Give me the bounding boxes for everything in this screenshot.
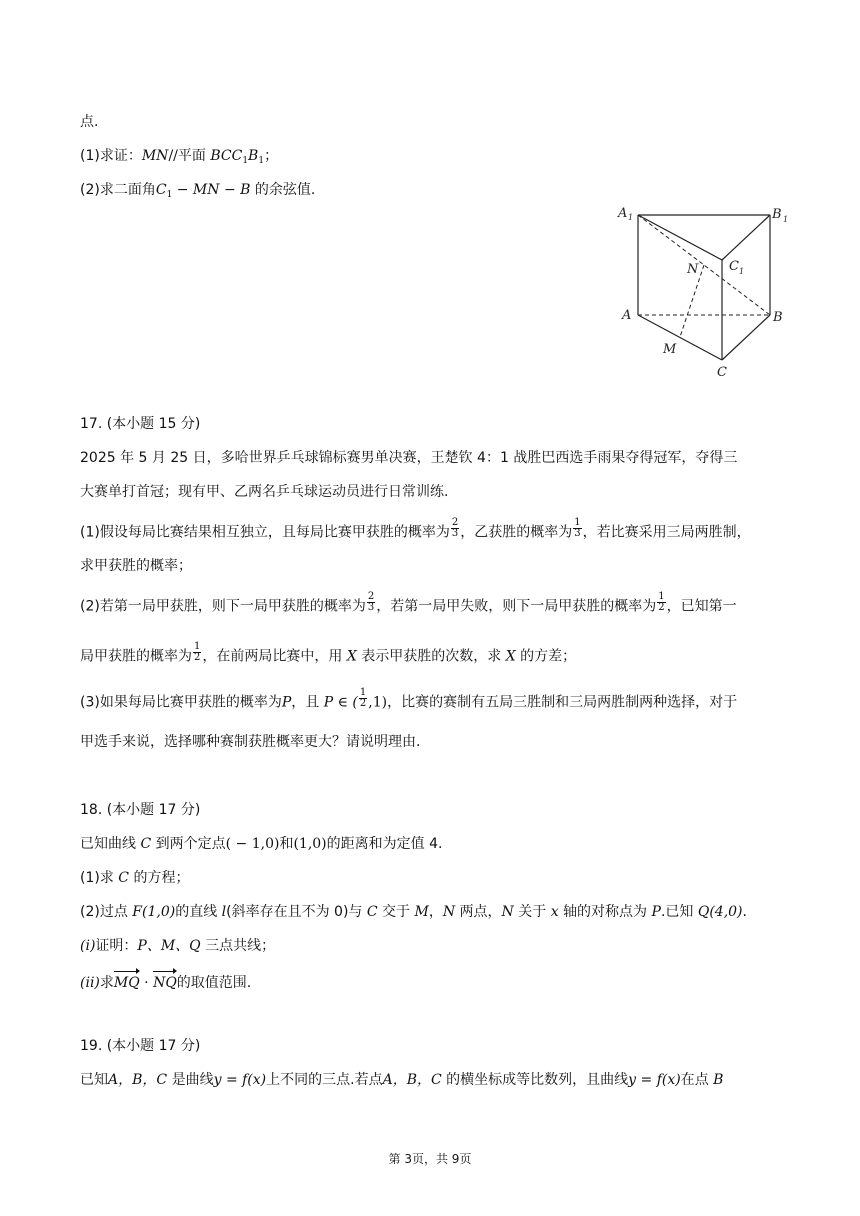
svg-text:1: 1 — [783, 215, 789, 224]
q17-header: 17. (本小题 15 分) — [80, 416, 201, 432]
label-B: B — [773, 310, 783, 325]
svg-text:1: 1 — [739, 267, 745, 276]
q16-part1: (1)求证：MN//平面 $BCC_1B_1$； — [80, 148, 279, 166]
label-B1: B — [772, 207, 782, 222]
label-N: N — [687, 262, 699, 277]
q18-header: 18. (本小题 17 分) — [80, 802, 201, 818]
label-C1: C — [729, 259, 739, 274]
q17-part3: (3)如果每局比赛甲获胜的概率为P，且 P ∈ ( $\frac{1}{2}$ ,1)，比赛的赛制有五局三胜制和三局两胜制两种选择，对于 — [80, 687, 738, 711]
q19-stem: 已知A，B，C 是曲线y = f(x)上不同的三点.若点A，B，C 的横坐标成等比数列，且曲线y = f(x)在点 B — [80, 1072, 724, 1088]
q18-stem: 已知曲线 C 到两个定点( − 1,0)和(1,0)的距离和为定值 4. — [80, 836, 443, 852]
q16-part2: (2)求二面角$C_1$ − MN − B 的余弦值. — [80, 182, 316, 200]
page-footer: 第 3页，共 9页 — [388, 1152, 472, 1166]
q17-part2-cont: 局甲获胜的概率为 $\frac{1}{2}$ ，在前两局比赛中，用 X 表示甲获胜的次数，求 X 的方差； — [80, 641, 577, 665]
label-A: A — [622, 308, 632, 323]
q17-part1-cont: 求甲获胜的概率； — [80, 558, 192, 574]
q17-intro-2: 大赛单打首冠；现有甲、乙两名乒乓球运动员进行日常训练. — [80, 484, 449, 500]
q18-part2-i: (i)证明：P、M、Q 三点共线； — [80, 938, 276, 954]
q17-intro-1: 2025 年 5 月 25 日，多哈世界乒乓球锦标赛男单决赛，王楚钦 4：1 战胜巴西选手雨果夺得冠军，夺得三 — [80, 450, 738, 466]
svg-text:1: 1 — [628, 213, 634, 222]
q17-part3-cont: 甲选手来说，选择哪种赛制获胜概率更大？请说明理由. — [80, 734, 421, 750]
q17-part1: (1)假设每局比赛结果相互独立，且每局比赛甲获胜的概率为 $\frac{2}{3}$ ，乙获胜的概率为 $\frac{1}{3}$ ，若比赛采用三局两胜制， — [80, 517, 751, 541]
q17-part2: (2)若第一局甲获胜，则下一局甲获胜的概率为 $\frac{2}{3}$ ，若第一局甲失败，则下一局甲获胜的概率为 $\frac{1}{2}$ ，已知第一 — [80, 591, 737, 615]
label-M: M — [663, 342, 677, 357]
label-A1: A — [618, 206, 628, 221]
q18-part1: (1)求 C 的方程； — [80, 870, 190, 886]
prism-figure — [605, 200, 800, 385]
label-C: C — [717, 365, 727, 380]
q16-tail: 点. — [80, 114, 99, 130]
q18-part2: (2)过点 F(1,0)的直线 l(斜率存在且不为 0)与 C 交于 M，N 两点，N 关于 x 轴的对称点为 P.已知 Q(4,0). — [80, 904, 747, 920]
q18-part2-ii: (ii)求MQ · NQ的取值范围. — [80, 970, 251, 993]
q19-header: 19. (本小题 17 分) — [80, 1038, 201, 1054]
